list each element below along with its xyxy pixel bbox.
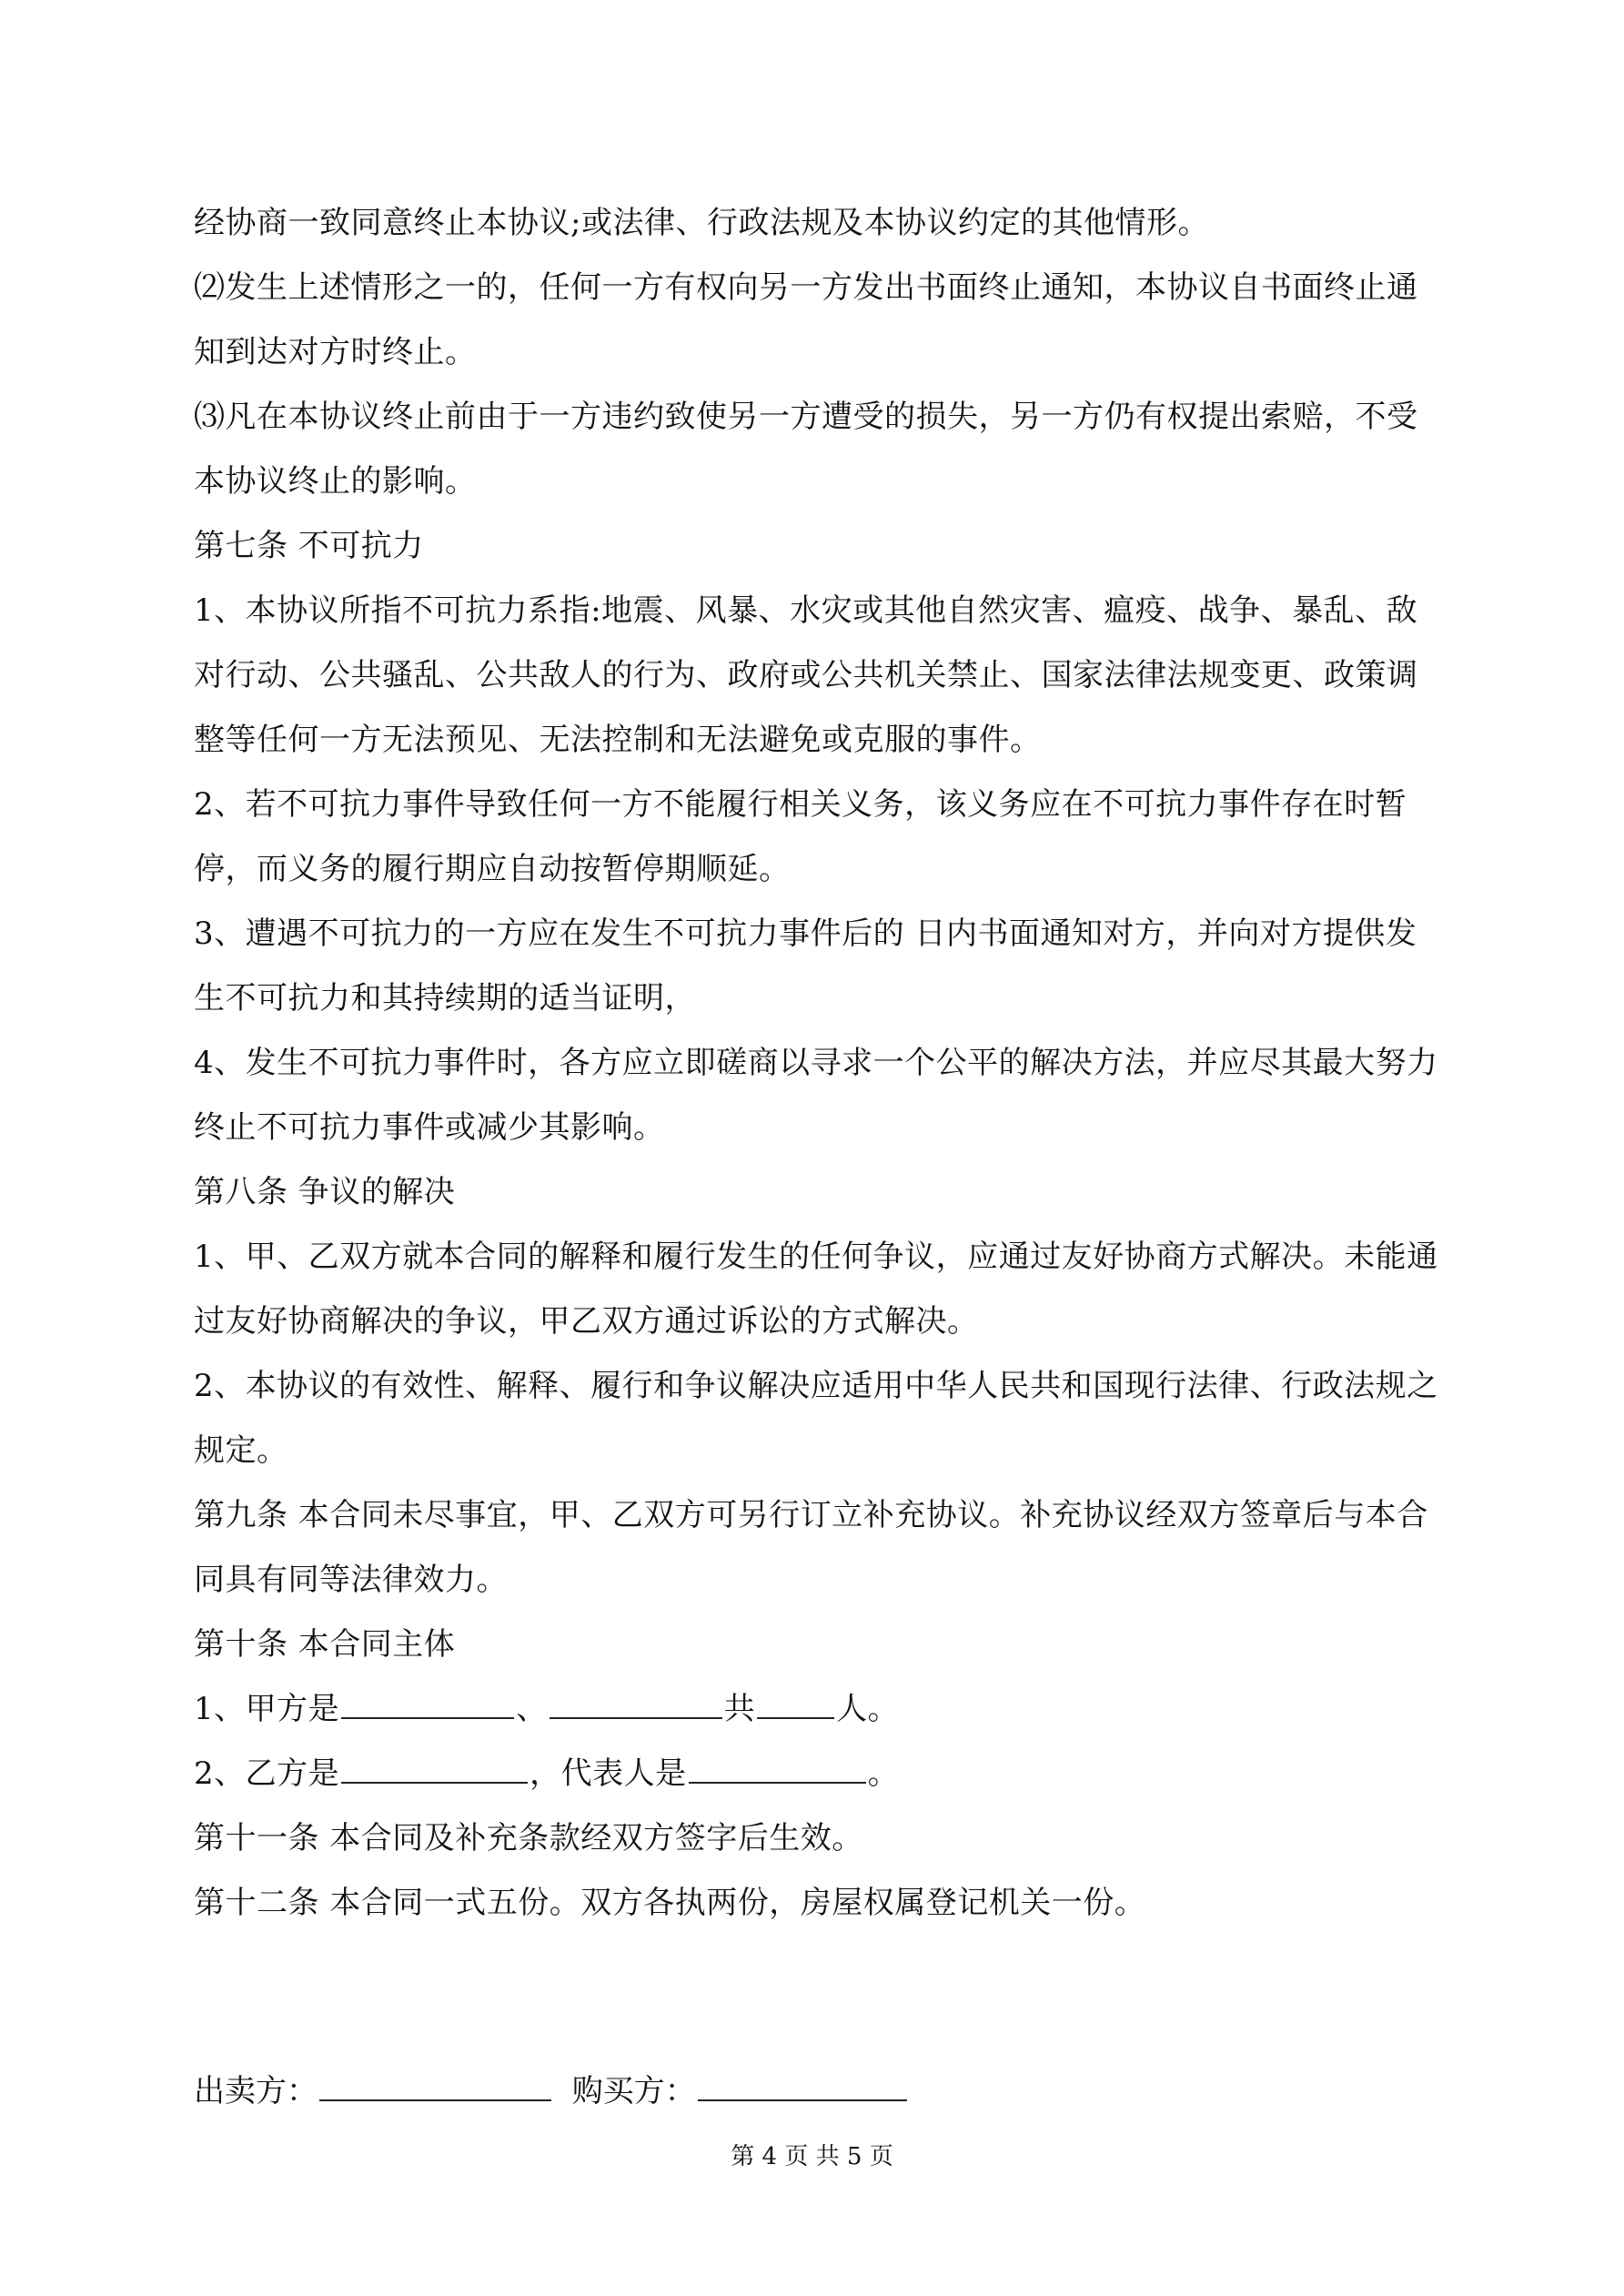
party-a-line xyxy=(194,1677,1445,1742)
paragraph-termination-conditions: 经协商一致同意终止本协议;或法律、行政法规及本协议约定的其他情形。 xyxy=(194,205,1209,241)
article-9: 第九条 本合同未尽事宜，甲、乙双方可另行订立补充协议。补充协议经双方签章后与本合同具有同等法律效力。 xyxy=(194,1497,1428,1598)
party-b-prefix: 2、乙方是 xyxy=(194,1755,340,1792)
party-a-count-blank[interactable] xyxy=(757,1686,834,1719)
article-11: 第十一条 本合同及补充条款经双方签字后生效。 xyxy=(194,1820,863,1856)
article-7-clause-1: 1、本协议所指不可抗力系指:地震、风暴、水灾或其他自然灾害、瘟疫、战争、暴乱、敌对行动、公共骚乱、公共敌人的行为、政府或公共机关禁止、国家法律法规变更、政策调整等任何一方无法预见、无法控制和无法避免或克服的事件。 xyxy=(194,592,1418,758)
article-8-heading: 第八条 争议的解决 xyxy=(194,1174,456,1210)
article-12: 第十二条 本合同一式五份。双方各执两份，房屋权属登记机关一份。 xyxy=(194,1885,1146,1921)
seller-signature-blank[interactable] xyxy=(319,2072,551,2101)
buyer-label: 购买方： xyxy=(571,2073,696,2109)
party-b-line xyxy=(194,1742,1445,1806)
party-b-suffix: 。 xyxy=(867,1755,900,1792)
article-8-clause-2: 2、本协议的有效性、解释、履行和争议解决应适用中华人民共和国现行法律、行政法规之规定。 xyxy=(194,1368,1438,1469)
party-b-representative-label: ，代表人是 xyxy=(530,1755,687,1792)
paragraph-termination-claims: ⑶凡在本协议终止前由于一方违约致使另一方遭受的损失，另一方仍有权提出索赔，不受本协议终止的影响。 xyxy=(194,399,1418,500)
party-a-name-blank-1[interactable] xyxy=(341,1686,514,1719)
article-7-clause-4: 4、发生不可抗力事件时，各方应立即磋商以寻求一个公平的解决方法，并应尽其最大努力终止不可抗力事件或减少其影响。 xyxy=(194,1045,1438,1146)
buyer-signature-blank[interactable] xyxy=(698,2072,907,2101)
party-b-name-blank[interactable] xyxy=(341,1751,528,1784)
party-a-name-blank-2[interactable] xyxy=(550,1686,722,1719)
article-7-clause-3: 3、遭遇不可抗力的一方应在发生不可抗力事件后的 日内书面通知对方，并向对方提供发生不可抗力和其持续期的适当证明， xyxy=(194,915,1417,1017)
article-10-heading: 第十条 本合同主体 xyxy=(194,1626,456,1663)
article-8-clause-1: 1、甲、乙双方就本合同的解释和履行发生的任何争议，应通过友好协商方式解决。未能通过友好协商解决的争议，甲乙双方通过诉讼的方式解决。 xyxy=(194,1239,1438,1340)
paragraph-termination-notice: ⑵发生上述情形之一的，任何一方有权向另一方发出书面终止通知，本协议自书面终止通知到达对方时终止。 xyxy=(194,269,1418,370)
article-7-clause-2: 2、若不可抗力事件导致任何一方不能履行相关义务，该义务应在不可抗力事件存在时暂停，而义务的履行期应自动按暂停期顺延。 xyxy=(194,786,1407,887)
party-a-suffix: 人。 xyxy=(836,1691,900,1727)
page-footer: 第 4 页 共 5 页 xyxy=(731,2143,893,2170)
seller-label: 出卖方： xyxy=(194,2073,318,2109)
article-7-heading: 第七条 不可抗力 xyxy=(194,528,424,564)
party-a-total-label: 共 xyxy=(723,1691,756,1727)
signature-row xyxy=(194,2064,909,2119)
party-a-separator: 、 xyxy=(516,1691,548,1727)
party-b-representative-blank[interactable] xyxy=(689,1751,866,1784)
document-body xyxy=(194,191,1445,1936)
party-a-prefix: 1、甲方是 xyxy=(194,1691,340,1727)
